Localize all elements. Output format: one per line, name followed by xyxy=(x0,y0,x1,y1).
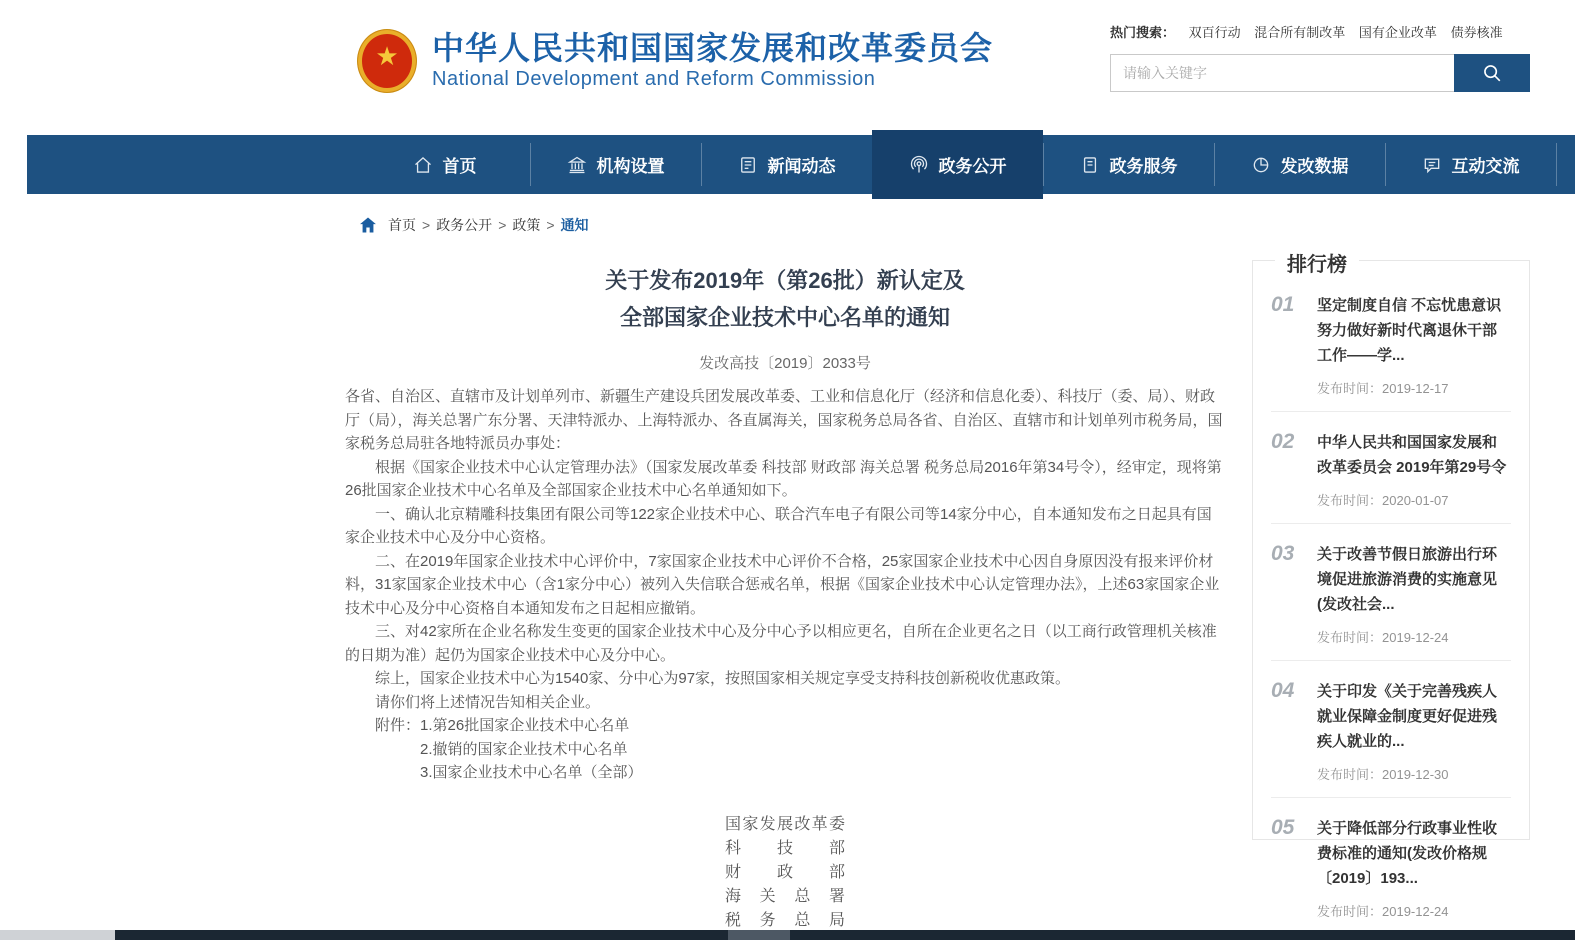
breadcrumb-item-home[interactable]: 首页 xyxy=(388,217,416,233)
breadcrumb xyxy=(358,214,1575,236)
article-paragraph: 请你们将上述情况告知相关企业。 xyxy=(375,693,601,711)
hot-search-label: 热门搜索： xyxy=(1110,25,1176,40)
signature-line: 税 务 总 局 xyxy=(725,911,845,929)
article-title-line1: 关于发布2019年（第26批）新认定及 xyxy=(605,268,965,293)
breadcrumb-separator: > xyxy=(498,217,507,233)
search-icon xyxy=(1481,62,1503,84)
signature-line: 科 技 部 xyxy=(725,839,845,857)
rank-item-date: 发布时间：2019-12-24 xyxy=(1317,630,1449,645)
rank-item-date: 发布时间：2020-01-07 xyxy=(1317,493,1449,508)
rank-item-title[interactable]: 坚定制度自信 不忘忧患意识 努力做好新时代离退休干部工作——学... xyxy=(1317,297,1502,364)
article-paragraph: 一、确认北京精雕科技集团有限公司等122家企业技术中心、联合汽车电子有限公司等14家分中心，自本通知发布之日起具有国家企业技术中心及分中心资格。 xyxy=(345,505,1212,546)
pie-chart-icon xyxy=(1251,155,1271,175)
bottom-footer-strip xyxy=(0,930,1575,940)
ranking-item-1[interactable] xyxy=(1271,275,1511,412)
signature-block xyxy=(725,813,845,933)
emblem-star-icon: ★ xyxy=(375,41,399,72)
service-document-icon xyxy=(1080,155,1100,175)
nav-item-label: 机构设置 xyxy=(596,157,665,176)
ranking-item-4[interactable] xyxy=(1271,661,1511,798)
breadcrumb-item-notice[interactable]: 通知 xyxy=(560,217,589,233)
nav-end-separator xyxy=(1556,143,1557,186)
rank-item-date: 发布时间：2019-12-17 xyxy=(1317,381,1449,396)
attachments-line: 2.撤销的国家企业技术中心名单 xyxy=(420,740,628,758)
home-icon xyxy=(413,155,433,175)
national-emblem-logo xyxy=(358,30,416,92)
breadcrumb-separator: > xyxy=(546,217,555,233)
hot-search-row xyxy=(1110,22,1546,41)
ranking-item-5[interactable] xyxy=(1271,798,1511,934)
breadcrumb-separator: > xyxy=(422,217,431,233)
signature-line: 海 关 总 署 xyxy=(725,887,845,905)
rank-item-date: 发布时间：2019-12-24 xyxy=(1317,904,1449,919)
hot-search-link-3[interactable]: 国有企业改革 xyxy=(1358,25,1437,40)
nav-item-data[interactable] xyxy=(1214,135,1385,194)
document-number: 发改高技〔2019〕2033号 xyxy=(699,355,871,372)
rank-number: 05 xyxy=(1271,816,1295,839)
nav-item-label: 发改数据 xyxy=(1280,157,1349,176)
nav-item-label: 政务服务 xyxy=(1109,157,1178,176)
hot-search-link-1[interactable]: 双百行动 xyxy=(1188,25,1241,40)
rank-item-date: 发布时间：2019-12-30 xyxy=(1317,767,1449,782)
ranking-panel-title: 排行榜 xyxy=(1275,248,1359,277)
hot-search-link-4[interactable]: 债券核准 xyxy=(1450,25,1503,40)
main-nav xyxy=(27,135,1575,194)
nav-item-interaction[interactable] xyxy=(1385,135,1556,194)
article-title-line2: 全部国家企业技术中心名单的通知 xyxy=(619,305,950,330)
nav-item-organization[interactable] xyxy=(530,135,701,194)
site-header xyxy=(0,0,1575,135)
nav-item-news[interactable] xyxy=(701,135,872,194)
nav-item-label: 新闻动态 xyxy=(767,157,836,176)
rank-item-title[interactable]: 关于改善节假日旅游出行环境促进旅游消费的实施意见(发改社会... xyxy=(1317,546,1498,613)
search-input[interactable] xyxy=(1111,55,1454,91)
article-paragraph: 各省、自治区、直辖市及计划单列市、新疆生产建设兵团发展改革委、工业和信息化厅（经济和信息化委）、科技厅（委、局）、财政厅（局），海关总署广东分署、天津特派办、上海特派办、各直属海关，国家税务总局各省、自治区、直辖市和计划单列市税务局，国家税务总局驻各地特派员办事处： xyxy=(345,388,1223,452)
article-paragraph: 三、对42家所在企业名称发生变更的国家企业技术中心及分中心予以相应更名，自所在企业更名之日（以工商行政管理机关核准的日期为准）起仍为国家企业技术中心及分中心。 xyxy=(345,623,1217,664)
attachments-line: 附件：1.第26批国家企业技术中心名单 xyxy=(375,717,630,734)
site-title-zh: 中华人民共和国国家发展和改革委员会 xyxy=(432,30,994,66)
hot-search-link-2[interactable]: 混合所有制改革 xyxy=(1254,25,1346,40)
main-content xyxy=(0,236,1575,933)
broadcast-icon xyxy=(909,155,929,175)
ranking-panel xyxy=(1252,254,1530,919)
nav-item-services[interactable] xyxy=(1043,135,1214,194)
site-brand[interactable] xyxy=(358,30,993,92)
chat-icon xyxy=(1422,155,1442,175)
rank-number: 03 xyxy=(1271,542,1295,565)
breadcrumb-item-gov-affairs[interactable]: 政务公开 xyxy=(436,217,493,233)
attachments-line: 3.国家企业技术中心名单（全部） xyxy=(420,764,643,781)
breadcrumb-home-icon[interactable] xyxy=(358,215,378,235)
rank-number: 02 xyxy=(1271,430,1295,453)
institution-icon xyxy=(567,155,587,175)
rank-item-title[interactable]: 中华人民共和国国家发展和改革委员会 2019年第29号令 xyxy=(1317,434,1507,476)
breadcrumb-item-policy[interactable]: 政策 xyxy=(512,217,541,233)
site-title-en: National Development and Reform Commission xyxy=(432,68,876,90)
notice-article xyxy=(345,236,1225,933)
rank-item-title[interactable]: 关于降低部分行政事业性收费标准的通知(发改价格规〔2019〕193... xyxy=(1317,820,1498,887)
ranking-item-3[interactable] xyxy=(1271,524,1511,661)
nav-item-label: 互动交流 xyxy=(1451,157,1520,176)
horizontal-scrollbar-thumb[interactable] xyxy=(728,930,790,940)
nav-item-government-affairs[interactable] xyxy=(872,130,1043,199)
signature-line: 国家发展改革委 xyxy=(725,815,845,833)
nav-item-label: 首页 xyxy=(442,157,477,176)
nav-item-home[interactable] xyxy=(359,135,530,194)
article-paragraph: 二、在2019年国家企业技术中心评价中，7家国家企业技术中心评价不合格，25家国家企业技术中心因自身原因没有报来评价材料，31家国家企业技术中心（含1家分中心）被列入失信联合惩戒名单，根据《国家企业技术中心认定管理办法》，上述63家国家企业技术中心及分中心资格自本通知发布之日起相应撤销。 xyxy=(345,552,1220,617)
ranking-item-2[interactable] xyxy=(1271,412,1511,524)
rank-number: 04 xyxy=(1271,679,1295,702)
signature-line: 财 政 部 xyxy=(725,863,845,881)
rank-item-title[interactable]: 关于印发《关于完善残疾人就业保障金制度更好促进残疾人就业的... xyxy=(1317,683,1498,750)
brand-text xyxy=(432,30,993,92)
nav-item-label: 政务公开 xyxy=(938,157,1007,176)
search-button[interactable] xyxy=(1454,54,1530,92)
article-paragraph: 根据《国家企业技术中心认定管理办法》（国家发展改革委 科技部 财政部 海关总署 税务总局2016年第34号令），经审定，现将第26批国家企业技术中心名单及全部国家企业技术中心名单通知如下。 xyxy=(345,458,1222,499)
article-paragraph: 综上，国家企业技术中心为1540家、分中心为97家，按照国家相关规定享受支持科技创新税收优惠政策。 xyxy=(375,670,1071,687)
search-box xyxy=(1110,54,1530,92)
news-icon xyxy=(738,155,758,175)
rank-number: 01 xyxy=(1271,293,1295,316)
search-area xyxy=(1110,22,1546,92)
